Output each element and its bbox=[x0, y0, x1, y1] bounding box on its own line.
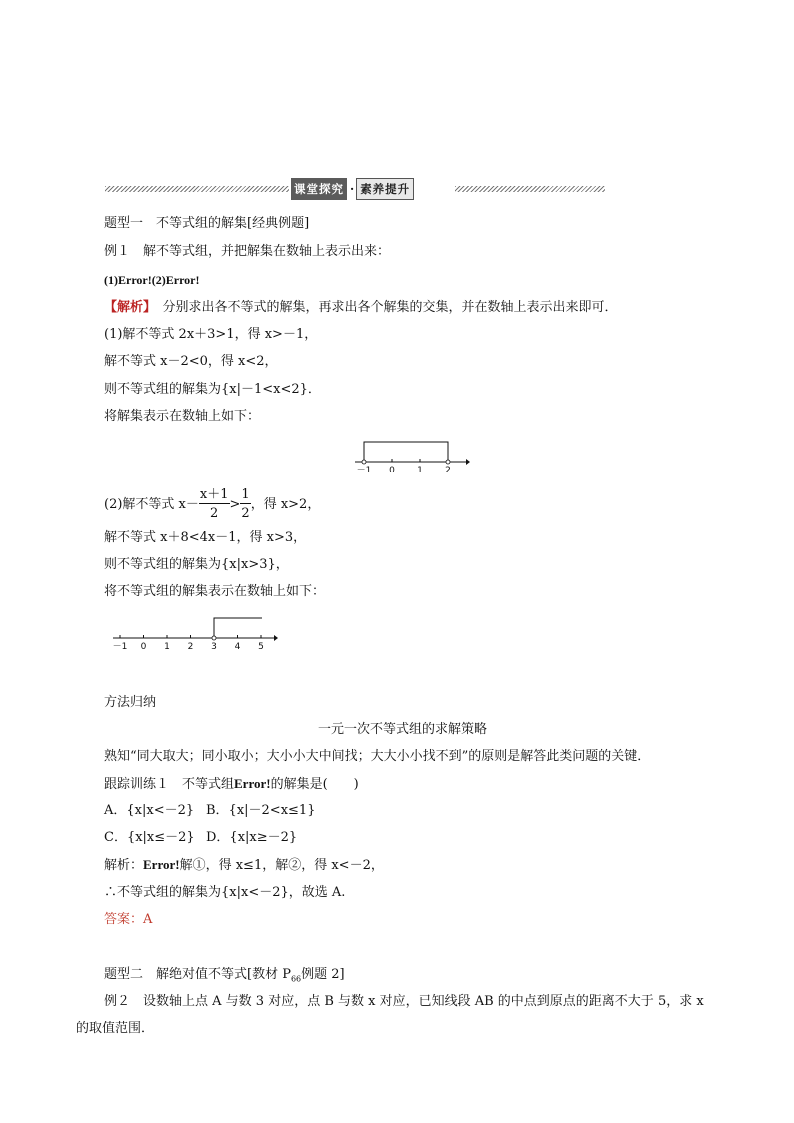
solution-line2: ∴不等式组的解集为{x|x<－2}，故选 A. bbox=[104, 885, 346, 900]
axis1-tick-label: －1 bbox=[356, 466, 372, 472]
axis1-open-point bbox=[446, 460, 450, 464]
type1-title: 题型一 不等式组的解集[经典例题] bbox=[104, 216, 310, 231]
type2-page-sub: 66 bbox=[290, 974, 302, 984]
practice-line bbox=[104, 777, 359, 791]
number-line-2 bbox=[110, 612, 280, 652]
fraction-half-numerator: 1 bbox=[241, 487, 250, 502]
practice-pre: 跟踪训练１ 不等式组 bbox=[104, 777, 235, 792]
banner-dot: · bbox=[350, 181, 355, 196]
part1-line4: 将解集表示在数轴上如下： bbox=[104, 409, 261, 424]
part2-line2: 解不等式 x＋8<4x－1，得 x>3， bbox=[104, 530, 307, 545]
fraction-half-denominator: 2 bbox=[241, 506, 250, 521]
axis2-tick-label: 3 bbox=[211, 642, 217, 652]
solution-text: 解①，得 x≤1，解②，得 x<－2， bbox=[179, 858, 384, 873]
part2-gt: > bbox=[229, 496, 241, 512]
part1-line1: (1)解不等式 2x＋3>1，得 x>－1， bbox=[104, 327, 318, 342]
axis2-tick-label: 1 bbox=[164, 642, 170, 652]
option-d: D．{x|x≥－2} bbox=[206, 830, 298, 845]
axis2-open-point bbox=[212, 636, 216, 640]
part1-line2: 解不等式 x－2<0，得 x<2， bbox=[104, 354, 278, 369]
analysis-text: 分别求出各不等式的解集，再求出各个解集的交集，并在数轴上表示出来即可． bbox=[149, 300, 618, 315]
practice-error: Error! bbox=[234, 776, 271, 791]
axis1-tick-label: 2 bbox=[445, 466, 451, 472]
part2-line4: 将不等式组的解集表示在数轴上如下： bbox=[104, 584, 326, 599]
strategy-text: 熟知“同大取大；同小取小；大小小大中间找；大大小小找不到”的原则是解答此类问题的关键． bbox=[104, 749, 651, 764]
banner-part1: 课堂探究 bbox=[291, 178, 347, 200]
option-a: A．{x|x<－2} bbox=[104, 803, 195, 818]
analysis-line bbox=[104, 301, 618, 314]
example1: 例１ 解不等式组，并把解集在数轴上表示出来： bbox=[104, 244, 391, 259]
fraction-numerator: x＋1 bbox=[199, 487, 229, 502]
axis1-tick-label: 1 bbox=[417, 466, 423, 472]
part2-post: ，得 x>2， bbox=[250, 496, 321, 512]
axis2-tick-label: －1 bbox=[112, 642, 128, 652]
axis1-open-point bbox=[362, 460, 366, 464]
part2-line1 bbox=[104, 488, 320, 520]
axis2-tick-label: 2 bbox=[187, 642, 194, 652]
answer: 答案：A bbox=[104, 912, 153, 927]
number-line-1 bbox=[350, 436, 470, 472]
part1-line3: 则不等式组的解集为{x|－1<x<2}． bbox=[104, 382, 321, 397]
example2-line2: 的取值范围． bbox=[76, 1021, 155, 1036]
axis2-tick-label: 4 bbox=[234, 642, 241, 652]
banner-hatch-right bbox=[455, 186, 605, 192]
strategy-title: 一元一次不等式组的求解策略 bbox=[318, 722, 488, 737]
axis2-tick-label: 5 bbox=[258, 642, 264, 652]
section-banner bbox=[291, 179, 451, 198]
part2-pre: (2)解不等式 x－ bbox=[104, 496, 199, 512]
analysis-label: 【解析】 bbox=[104, 300, 150, 315]
example1-parts: (1)Error!(2)Error! bbox=[104, 273, 200, 287]
banner-hatch-left bbox=[105, 186, 289, 192]
axis2-ticks bbox=[113, 618, 264, 652]
type2-title-post: 例题 2] bbox=[301, 967, 345, 982]
option-c: C．{x|x≤－2} bbox=[104, 830, 195, 845]
type2-title-pre: 题型二 解绝对值不等式[教材 P bbox=[104, 967, 291, 982]
axis1-interval bbox=[364, 442, 448, 462]
example2-line1: 例２ 设数轴上点 A 与数 3 对应，点 B 与数 x 对应，已知线段 AB 的中点到原点的距离不大于 5，求 x bbox=[104, 994, 704, 1009]
type2-title bbox=[104, 968, 345, 984]
practice-post: 的解集是( ) bbox=[270, 777, 359, 792]
fraction-x-plus-1-over-2 bbox=[199, 488, 230, 520]
solution-line1 bbox=[104, 858, 384, 872]
option-b: B．{x|－2<x≤1} bbox=[206, 803, 316, 818]
axis1-tick-label: 0 bbox=[389, 466, 395, 472]
axis1-ticks bbox=[357, 442, 451, 472]
solution-label: 解析： bbox=[104, 858, 144, 873]
fraction-denominator: 2 bbox=[210, 506, 219, 521]
method-heading: 方法归纳 bbox=[104, 695, 157, 710]
part2-line3: 则不等式组的解集为{x|x>3}， bbox=[104, 557, 289, 572]
banner-part2: 素养提升 bbox=[356, 178, 414, 200]
axis2-tick-label: 0 bbox=[140, 642, 147, 652]
solution-error: Error! bbox=[143, 857, 180, 872]
fraction-half bbox=[240, 488, 250, 520]
